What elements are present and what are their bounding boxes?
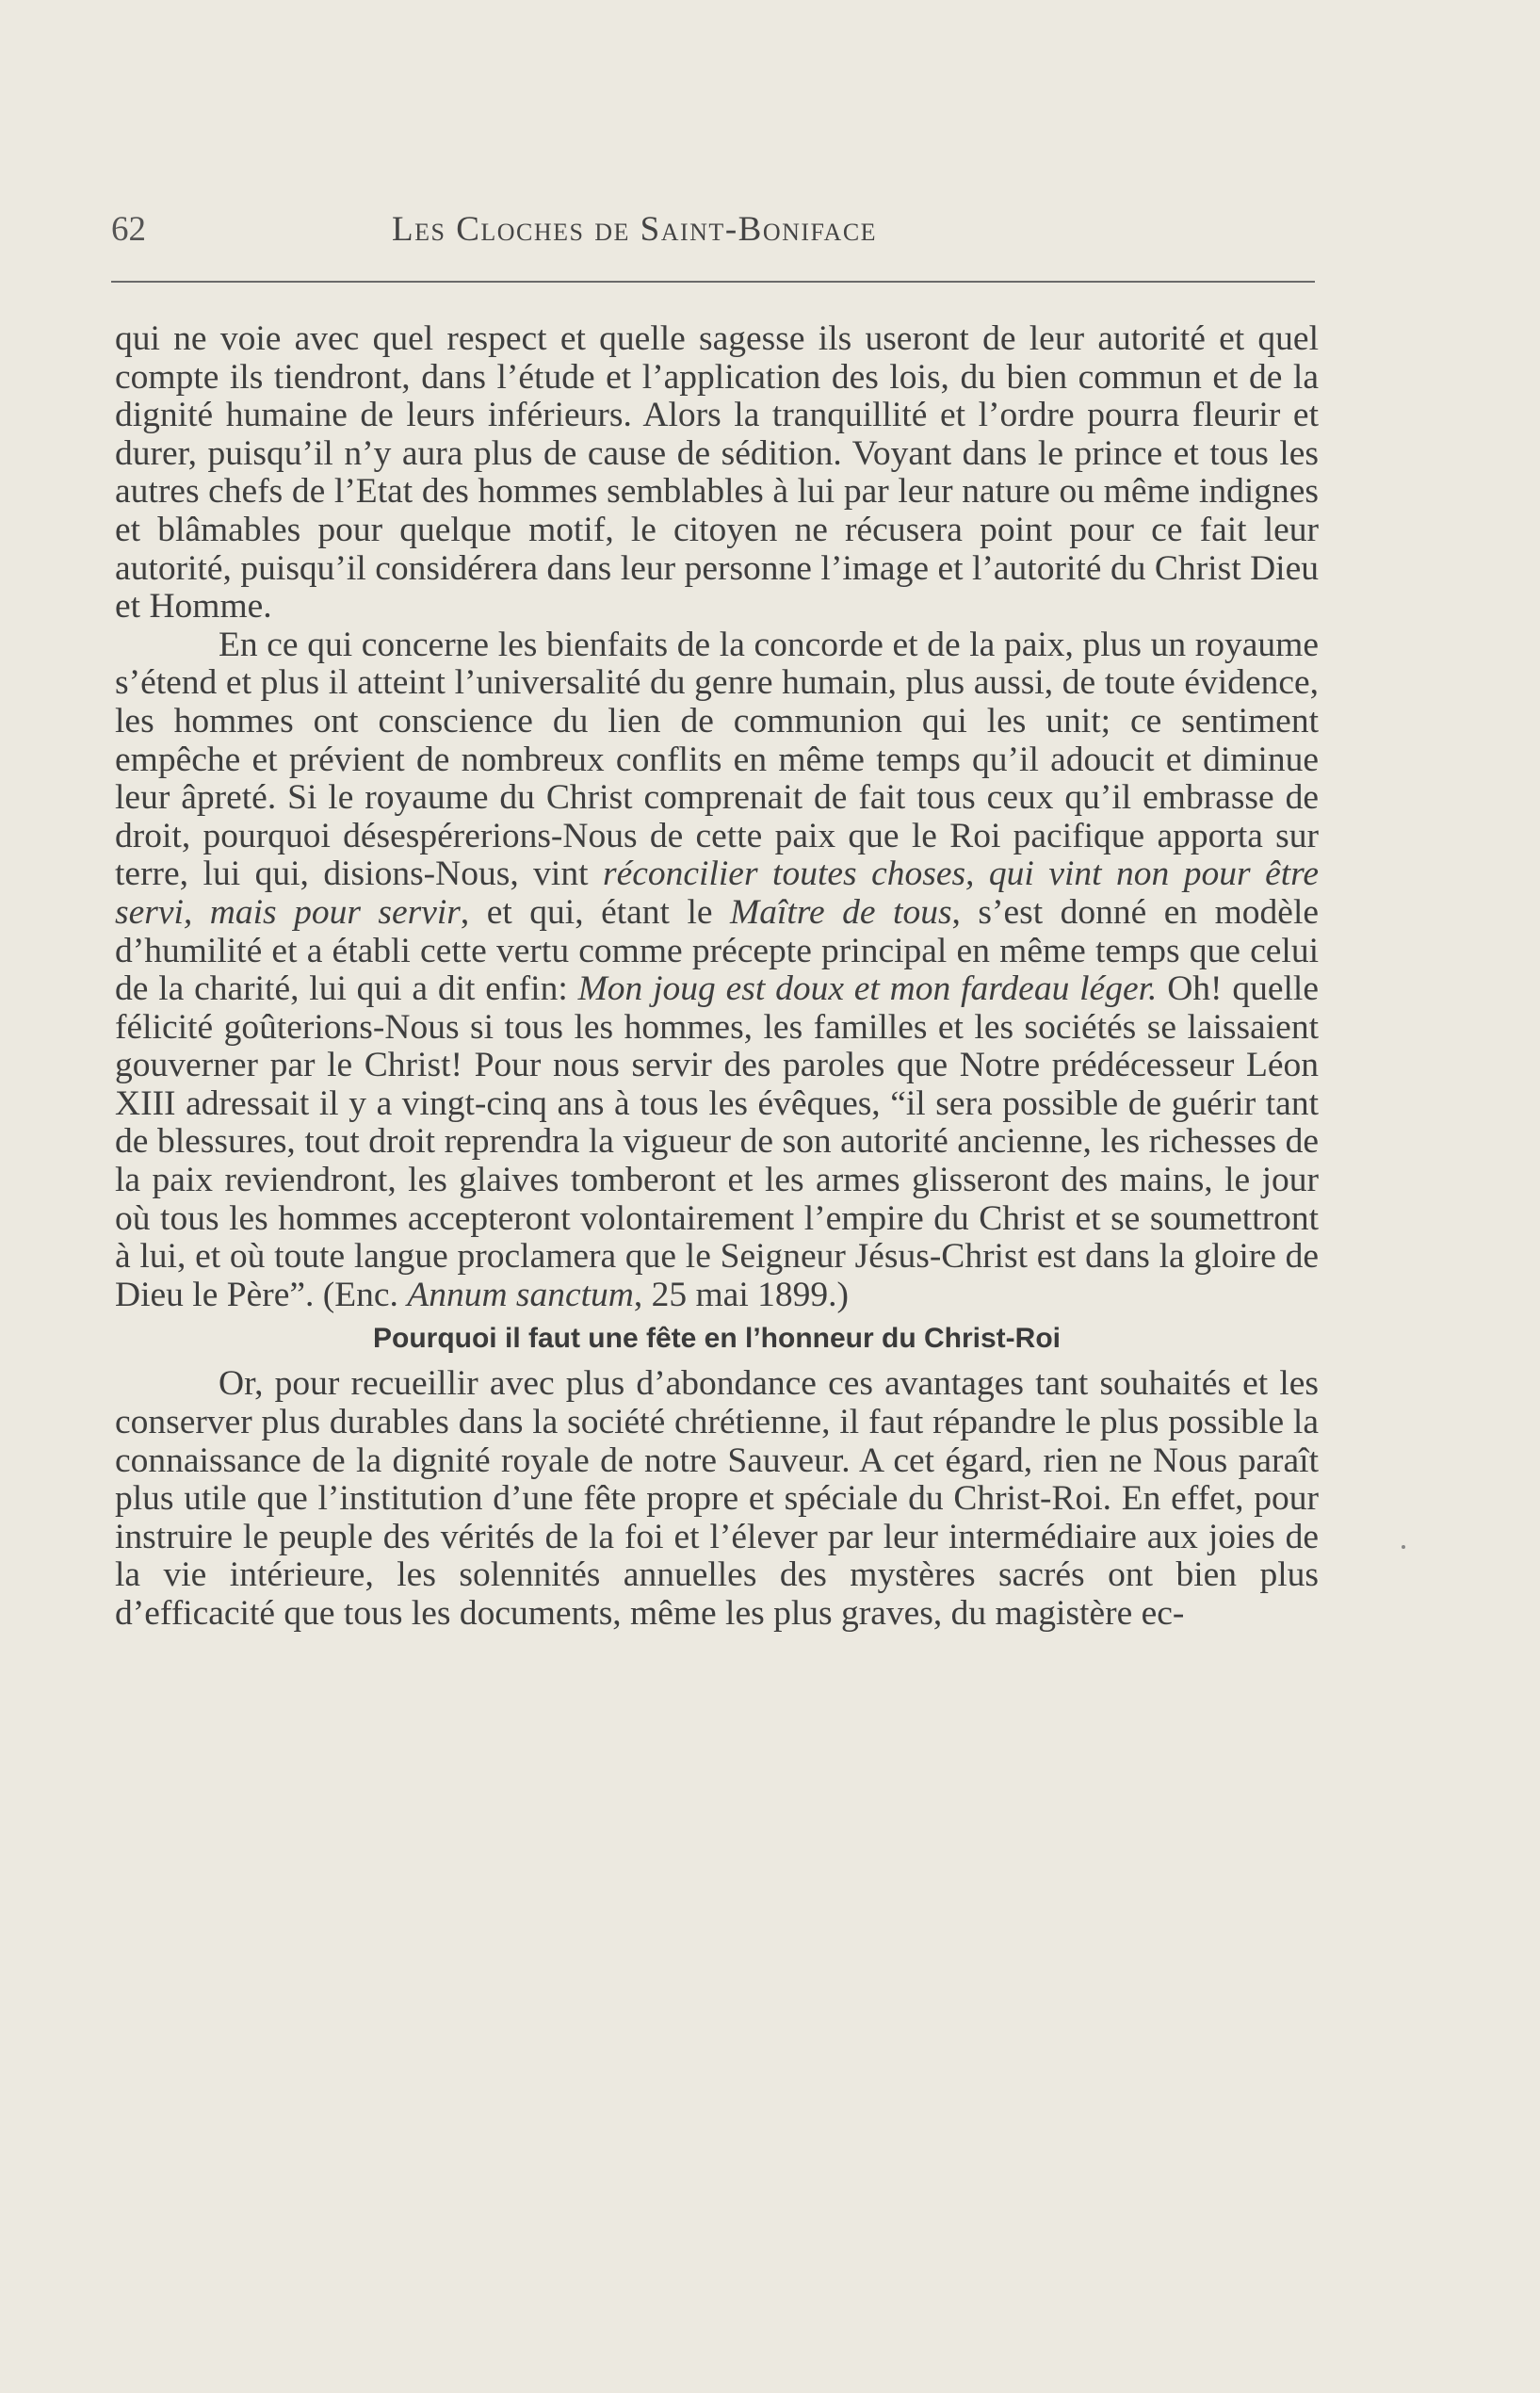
italic-text: Annum sanctum bbox=[407, 1275, 634, 1314]
italic-text: réconcilier toutes choses, qui vint non pour être servi, mais pour servir bbox=[115, 855, 1319, 932]
text-run: , s’est donné en modèle d’humilité et a établi cette vertu comme précepte principal en même temps que celui de la charité, lui qui a dit enfin: bbox=[115, 892, 1320, 1009]
paragraph bbox=[115, 1365, 1319, 1633]
paragraph bbox=[115, 627, 1319, 1315]
page-header bbox=[111, 209, 1317, 256]
text-run: Or, pour recueillir avec plus d’abondance ces avantages tant souhaités et les conserver plus durables dans la société chrétienne, il faut répandre le plus possible la connaissance de la dignité royale de notre Sauveur. A cet égard, rien ne Nous paraît plus utile que l’institution d’une fête propre et spéciale du Christ-Roi. En effet, pour instruire le peuple des vérités de la foi et l’élever par leur intermédiaire aux joies de la vie intérieure, les solennités annuelles des mystères sacrés ont bien plus d’efficacité que tous les documents, même les plus graves, du magistère ec- bbox=[115, 1364, 1319, 1633]
italic-text: Maître de tous bbox=[730, 892, 952, 932]
margin-speck bbox=[1402, 1545, 1405, 1549]
text-run: qui ne voie avec quel respect et quelle sagesse ils useront de leur autorité et quel compte ils tiendront, dans l’étude et l’application des lois, du bien commun et de la dignité humaine de leurs inférieurs. Alors la tranquillité et l’ordre pourra fleurir et durer, puisqu’il n’y aura plus de cause de sédition. Voyant dans le prince et tous les autres chefs de l’Etat des hommes semblables à lui par leur nature ou même indignes et blâmables pour quelque motif, le citoyen ne récusera point pour ce fait leur autorité, puisqu’il considérera dans leur personne l’image et l’autorité du Christ Dieu et Homme. bbox=[115, 319, 1319, 627]
header-rule bbox=[111, 281, 1315, 283]
paragraph bbox=[115, 320, 1319, 627]
text-run: En ce qui concerne les bienfaits de la concorde et de la paix, plus un royaume s’étend et plus il atteint l’universalité du genre humain, plus aussi, de toute évidence, les hommes ont conscience du lien de communion qui les unit; ce sentiment empêche et prévient de nombreux conflits en même temps qu’il adoucit et diminue leur âpreté. Si le royaume du Christ comprenait de fait tous ceux qu’il embrasse de droit, pourquoi désespérerions-Nous de cette paix que le Roi pacifique apporta sur terre, lui qui, disions-Nous, vint bbox=[115, 625, 1319, 894]
running-title: Les Cloches de Saint-Boniface bbox=[392, 210, 878, 249]
italic-text: Mon joug est doux et mon fardeau léger. bbox=[577, 969, 1158, 1009]
text-run: , 25 mai 1899.) bbox=[633, 1275, 849, 1314]
text-run: , et qui, étant le bbox=[460, 892, 730, 932]
page-number: 62 bbox=[111, 210, 146, 249]
text-run: Oh! quelle félicité goûterions-Nous si tous les hommes, les familles et les sociétés se laissaient gouverner par le Christ! Pour nous servir des paroles que Notre prédécesseur Léon XIII adressait il y a vingt-cinq ans à tous les évêques, “il sera possible de guérir tant de blessures, tout droit reprendra la vigueur de son autorité ancienne, les richesses de la paix reviendront, les glaives tomberont et les armes glisseront des mains, le jour où tous les hommes accepteront volontairement l’empire du Christ et se soumettront à lui, et où toute langue proclamera que le Seigneur Jésus-Christ est dans la gloire de Dieu le Père”. (Enc. bbox=[115, 969, 1319, 1314]
section-heading: Pourquoi il faut une fête en l’honneur du Christ-Roi bbox=[373, 1323, 1061, 1355]
body-text bbox=[115, 320, 1319, 1634]
